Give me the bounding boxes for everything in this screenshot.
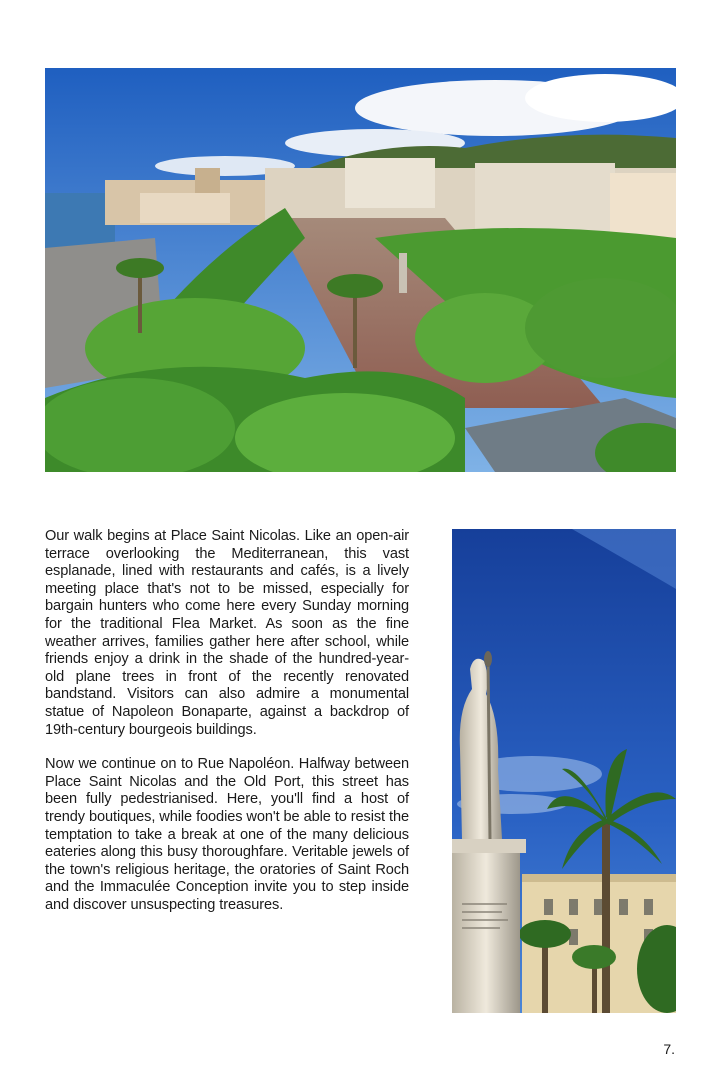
- paragraph-rue-napoleon: Now we continue on to Rue Napoléon. Halfway between Place Saint Nicolas and the Old Port, this street has been fully pedestrianised. Here, you'll find a host of trendy boutiques, while foodies won't be able to resist the temptation to take a break at one of the many delicious eateries along this busy thoroughfare. Veritable jewels of the town's religious heritage, the oratories of Saint Roch and the Immaculée Conception invite you to step inside and discover unsuspecting treasures.: [45, 756, 409, 913]
- town-square-photo: [45, 68, 676, 472]
- page-number: 7.: [663, 1041, 675, 1057]
- paragraph-place-saint-nicolas: Our walk begins at Place Saint Nicolas. Like an open-air terrace overlooking the Mediterranean, this vast esplanade, lined with restaurants and cafés, is a lively meeting place that's not to be missed, especially for bargain hunters who come here every Sunday morning for the traditional Flea Market. As soon as the fine weather arrives, families gather here after school, while friends enjoy a drink in the shade of the hundred-year-old plane trees in front of the recently renovated bandstand. Visitors can also admire a monumental statue of Napoleon Bonaparte, against a backdrop of 19th-century bourgeois buildings.: [45, 528, 409, 738]
- article-text: [45, 528, 409, 931]
- napoleon-statue-photo: [452, 529, 676, 1013]
